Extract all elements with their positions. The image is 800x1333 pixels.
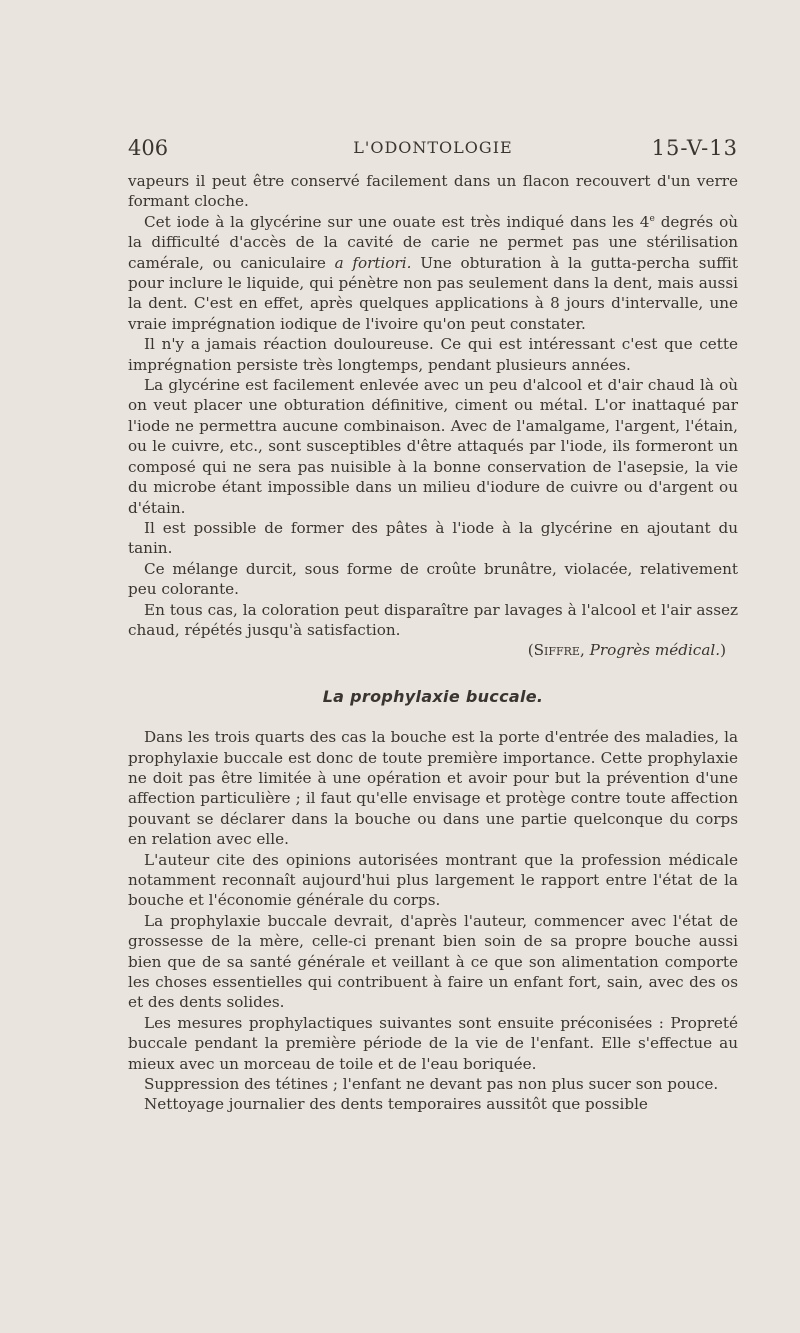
body-text	[128, 171, 738, 1115]
page-number: 406	[128, 136, 169, 160]
section-title: La prophylaxie buccale.	[322, 686, 544, 706]
paragraph: Ce mélange durcit, sous forme de croûte brunâtre, violacée, relativement peu colorante.	[128, 559, 738, 599]
issue-date: 15-V-13	[651, 136, 738, 160]
paragraph: Nettoyage journalier des dents temporaires aussitôt que possible	[144, 1095, 648, 1114]
paragraph: L'auteur cite des opinions autorisées montrant que la profession médicale notamment reconnaît aujourd'hui plus largement le rapport entre l'état de la bouche et l'économie générale du corps.	[128, 850, 738, 910]
paragraph: En tous cas, la coloration peut disparaître par lavages à l'alcool et l'air assez chaud, répétés jusqu'à satisfaction.	[128, 600, 738, 639]
paragraph: Il n'y a jamais réaction douloureuse. Ce qui est intéressant c'est que cette imprégnation persiste très longtemps, pendant plusieurs années.	[128, 335, 738, 374]
citation-author: Siffre	[533, 641, 580, 660]
paragraph	[128, 212, 738, 334]
superscript: e	[649, 213, 655, 224]
paragraph: Il est possible de former des pâtes à l'iode à la glycérine en ajoutant du tanin.	[128, 518, 738, 558]
paragraph: Les mesures prophylactiques suivantes sont ensuite préconisées : Propreté buccale pendant la première période de la vie de l'enfant. Elle s'effectue au mieux avec un morceau de toile et de l'eau boriquée.	[128, 1013, 738, 1073]
paragraph: vapeurs il peut être conservé facilement dans un flacon recouvert d'un verre formant cloche.	[128, 172, 738, 211]
citation-separator: ,	[579, 641, 590, 660]
citation-source: Progrès médical.	[589, 641, 721, 660]
paragraph: Suppression des tétines ; l'enfant ne devant pas non plus sucer son pouce.	[144, 1075, 719, 1094]
text-run: Cet iode à la glycérine sur une ouate est très indiqué dans les 4	[144, 212, 650, 231]
text-run: Une obturation à la gutta-percha suffit pour inclure le liquide, qui pénètre non pas seulement dans la dent, mais aussi la dent. C'est en effet, après quelques applications à 8 jours d'intervalle, une vraie imprégnation iodique de l'ivoire qu'on peut constater.	[128, 253, 738, 333]
citation-paren: )	[720, 641, 726, 660]
running-header	[128, 136, 738, 166]
paragraph: Dans les trois quarts des cas la bouche est la porte d'entrée des maladies, la prophylaxie buccale est donc de toute première importance. Cette prophylaxie ne doit pas être limitée à une opération et avoir pour but la prévention d'une affection particulière ; il faut qu'elle envisage et protège contre toute affection pouvant se déclarer dans la bouche ou dans une partie quelconque du corps en relation avec elle.	[128, 728, 738, 849]
italic-text: a fortiori.	[334, 253, 412, 272]
paragraph: La prophylaxie buccale devrait, d'après l'auteur, commencer avec l'état de grossesse de la mère, celle-ci prenant bien soin de sa propre bouche aussi bien que de sa santé générale et veillant à ce que son alimentation comporte les choses essentielles qui contribuent à faire un enfant fort, sain, avec des os et des dents solides.	[128, 911, 738, 1012]
paragraph: La glycérine est facilement enlevée avec un peu d'alcool et d'air chaud là où on veut placer une obturation définitive, ciment ou métal. L'or inattaqué par l'iode ne permettra aucune combinaison. Avec de l'amalgame, l'argent, l'étain, ou le cuivre, etc., sont susceptibles d'être attaqués par l'iode, ils formeront un composé qui ne sera pas nuisible à la bonne conservation de l'asepsie, la vie du microbe étant impossible dans un milieu d'iodure de cuivre ou d'argent ou d'étain.	[128, 376, 738, 517]
citation	[128, 640, 738, 660]
text-run: degrés où la difficulté d'accès de la cavité de carie ne permet pas une stérilisation camérale, ou caniculaire	[128, 212, 738, 272]
citation-paren: (	[527, 641, 534, 660]
journal-title: L'ODONTOLOGIE	[353, 138, 513, 157]
